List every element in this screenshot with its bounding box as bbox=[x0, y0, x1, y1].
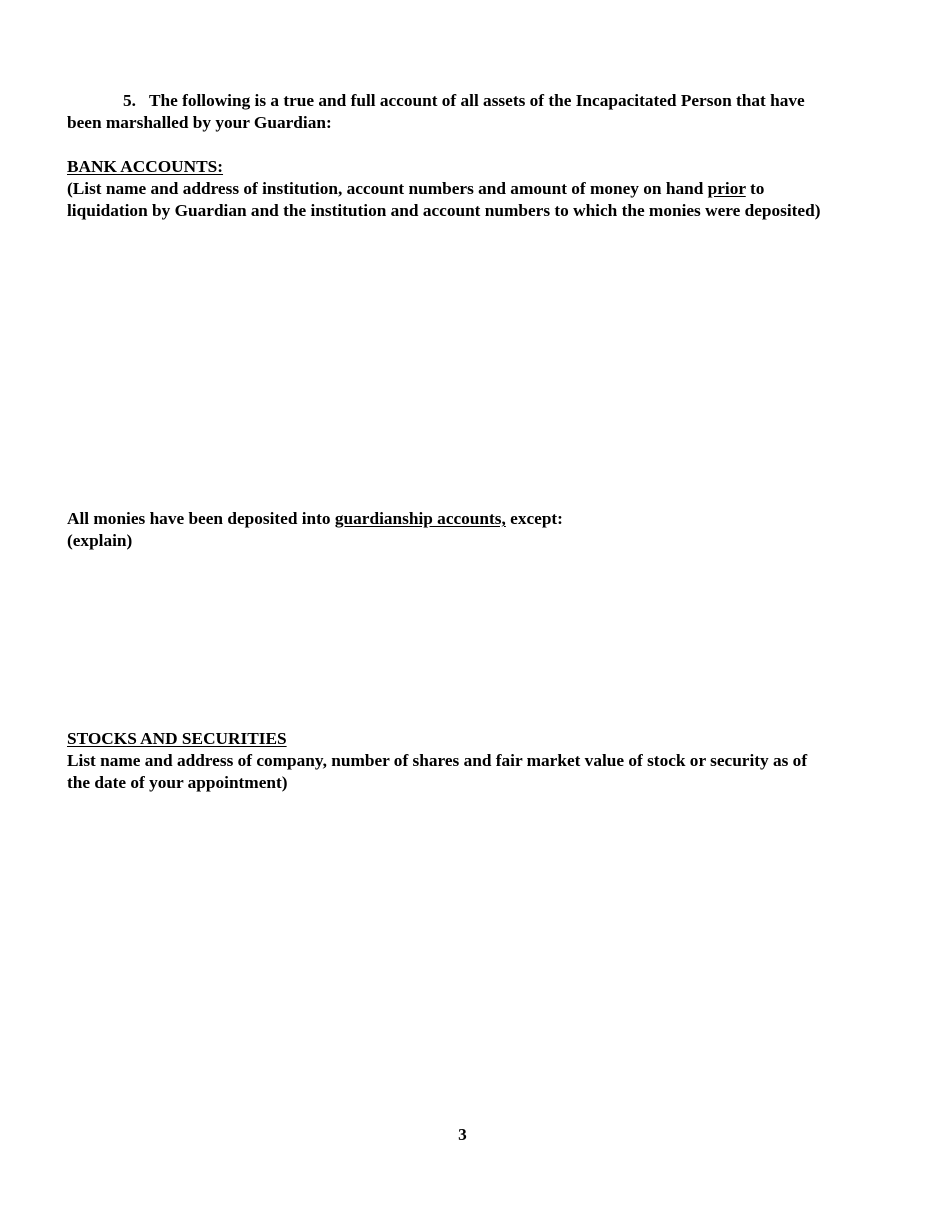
deposits-statement bbox=[67, 508, 907, 530]
bank-accounts-section bbox=[67, 156, 907, 222]
stocks-heading: STOCKS AND SECURITIES bbox=[67, 729, 287, 748]
stocks-instruction-line-2: the date of your appointment) bbox=[67, 773, 288, 792]
bank-instr-part-1: (List name and address of institution, account numbers and amount of money on hand bbox=[67, 179, 708, 198]
bank-accounts-instruction-line-2: liquidation by Guardian and the institution and account numbers to which the monies were deposited) bbox=[67, 201, 821, 220]
deposits-part-1: All monies have been deposited into bbox=[67, 509, 335, 528]
item-5-paragraph bbox=[67, 90, 907, 134]
item-5-line-1 bbox=[67, 90, 907, 112]
deposits-guardianship-accounts: guardianship accounts, bbox=[334, 509, 506, 528]
stocks-section bbox=[67, 728, 907, 794]
bank-accounts-heading: BANK ACCOUNTS: bbox=[67, 157, 224, 176]
stocks-instruction-line-1: List name and address of company, number of shares and fair market value of stock or security as of bbox=[67, 751, 808, 770]
page-number: 3 bbox=[458, 1125, 467, 1144]
item-5-text-line-2: been marshalled by your Guardian: bbox=[67, 113, 332, 132]
deposits-explain: (explain) bbox=[67, 531, 133, 550]
item-5-text-line-1: The following is a true and full account of all assets of the Incapacitated Person that have bbox=[148, 91, 805, 110]
bank-accounts-instruction-line-1 bbox=[67, 178, 907, 200]
bank-instr-part-2: to bbox=[745, 179, 765, 198]
bank-instr-prior: prior bbox=[707, 179, 746, 198]
deposits-section bbox=[67, 508, 907, 552]
item-number: 5. bbox=[123, 91, 136, 110]
deposits-part-2: except: bbox=[505, 509, 563, 528]
